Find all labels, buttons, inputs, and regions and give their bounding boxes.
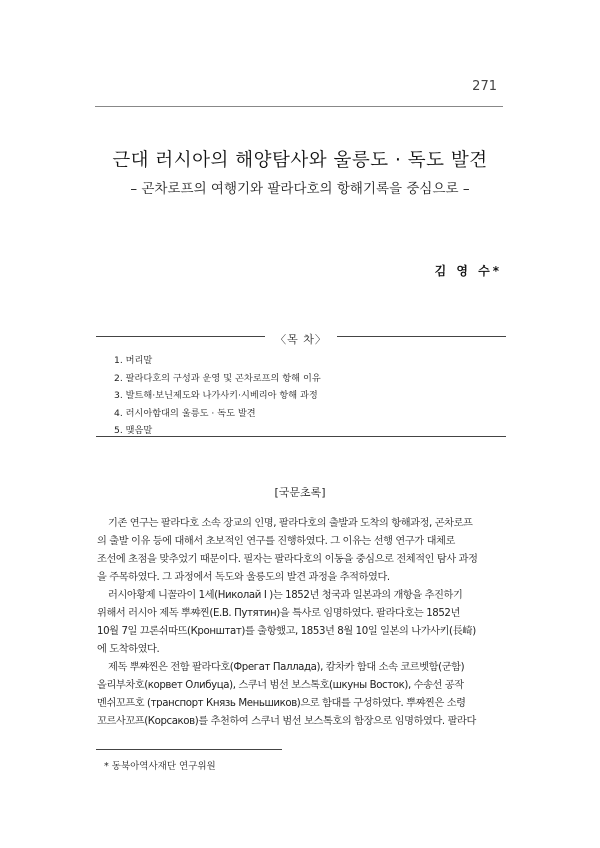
abstract-paragraph — [97, 587, 505, 659]
text-line: 꼬르사꼬프(Корсаков)를 추천하여 스쿠너 범선 보스톡호의 함장으로 임명하였다. 팔라다 — [97, 716, 476, 727]
toc-heading — [96, 328, 506, 347]
toc-item: 1. 머리말 — [114, 355, 153, 366]
text-line: 러시아황제 니꼴라이 1세(Николай I )는 1852년 청국과 일본과의 개항을 추진하기 — [108, 590, 463, 601]
abstract-paragraph — [97, 515, 505, 587]
text-line: 제독 뿌쨔찐은 전함 팔라다호(Фрегат Паллада), 캄차카 함대 소속 코르벳함(군함) — [108, 662, 465, 673]
text-line: 위해서 러시아 제독 뿌쨔찐(Е.В. Путятин)을 특사로 임명하였다. 팔라다호는 1852년 — [97, 608, 460, 619]
author-name: 김 영 수* — [434, 264, 502, 278]
text-line: 조선에 초점을 맞추었기 때문이다. 필자는 팔라다호의 이동을 중심으로 전체적인 탐사 과정 — [97, 554, 478, 565]
toc-item: 2. 팔라다호의 구성과 운영 및 곤차로프의 항해 이유 — [114, 372, 321, 384]
toc-item: 3. 발트해·보닌제도와 나가사키·시베리아 항해 과정 — [114, 390, 318, 401]
paper-title: 근대 러시아의 해양탐사와 울릉도 · 독도 발견 — [112, 150, 488, 171]
paper-subtitle: – 곤차로프의 여행기와 팔라다호의 항해기록을 중심으로 – — [130, 181, 470, 197]
toc-item: 4. 러시아함대의 울릉도 · 독도 발견 — [114, 407, 256, 419]
text-line: 을 주목하였다. 그 과정에서 독도와 울릉도의 발견 과정을 추적하였다. — [97, 572, 390, 583]
toc-heading-label: 〈목 차〉 — [265, 333, 337, 346]
text-line: 에 도착하였다. — [97, 644, 160, 655]
footnote: * 동북아역사재단 연구위원 — [104, 761, 216, 772]
text-line: 의 출발 이유 등에 대해서 초보적인 연구를 진행하였다. 그 이유는 선행 연구가 대체로 — [97, 536, 455, 547]
text-line: 올리부차호(корвет Олибуца), 스쿠너 범선 보스톡호(шкуны Восток), 수송선 공작 — [97, 680, 464, 691]
abstract-body — [97, 515, 505, 731]
toc-item: 5. 맺음말 — [114, 425, 153, 436]
abstract-paragraph — [97, 659, 505, 731]
footnote-rule — [96, 749, 282, 750]
header-rule — [95, 106, 503, 107]
text-line: 멘쉬꼬프호 (транспорт Князь Меньшиков)으로 함대를 구성하였다. 뿌쨔찐은 소령 — [97, 698, 466, 709]
text-line: 기존 연구는 팔라다호 소속 장교의 인명, 팔라다호의 출발과 도착의 항해과정, 곤차로프 — [108, 518, 473, 529]
text-line: 10월 7일 끄론쉬따뜨(Кронштат)를 출항했고, 1853년 8월 10일 일본의 나가사키(長崎) — [97, 626, 476, 637]
page-number: 271 — [472, 79, 497, 94]
toc-list — [114, 352, 321, 440]
abstract-heading: [국문초록] — [274, 486, 326, 499]
table-of-contents — [96, 333, 506, 437]
